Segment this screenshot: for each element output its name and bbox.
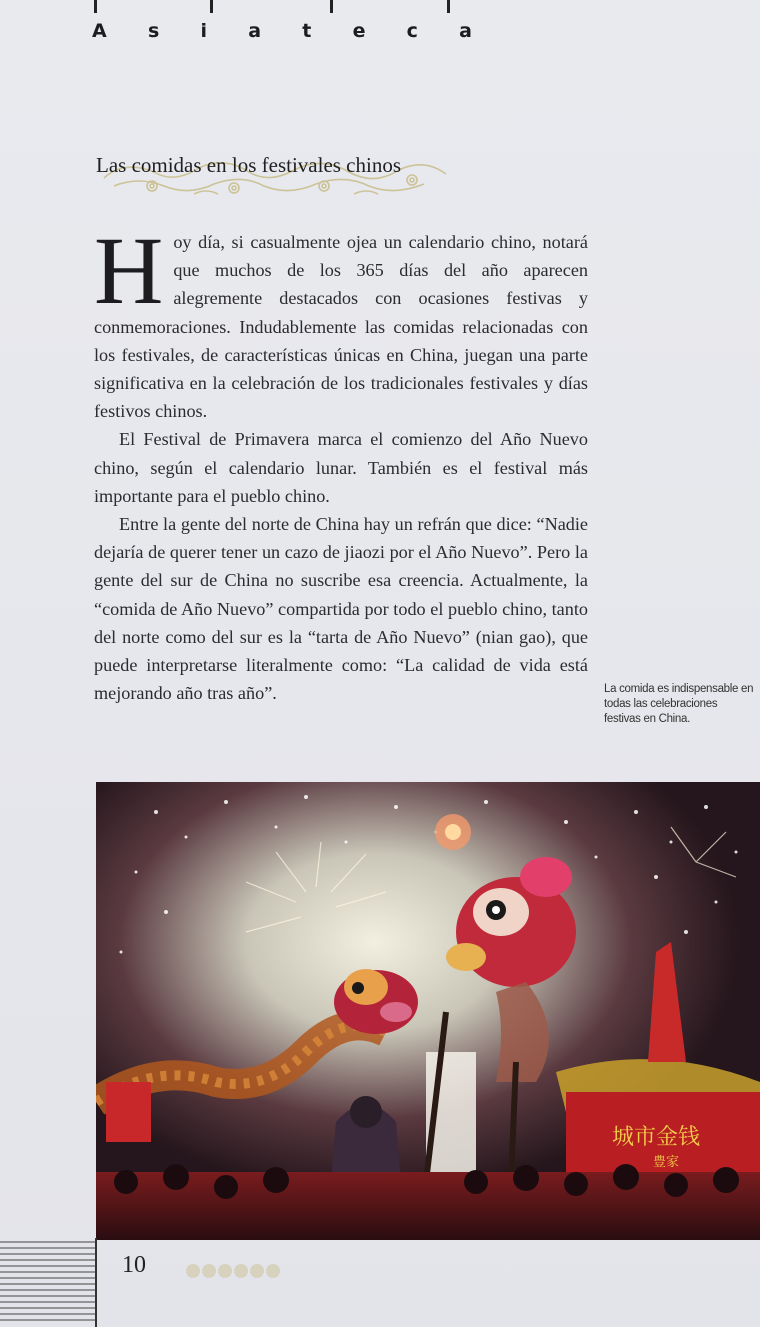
section-letter: t <box>302 20 312 42</box>
footer-divider <box>95 1238 97 1327</box>
article-title: Las comidas en los festivales chinos <box>96 153 402 177</box>
shop-sign-sub: 豊家 <box>652 1155 680 1170</box>
section-letter: a <box>248 20 262 42</box>
section-letter: c <box>406 20 418 42</box>
shop-sign: 城市金钱 <box>611 1125 701 1150</box>
paragraph-2: El Festival de Primavera marca el comienzo del Año Nuevo chino, según el calendario lunar. También es el festival más importante para el pueblo chino. <box>94 429 588 506</box>
section-letter: s <box>147 20 160 42</box>
photo-caption: La comida es indispensable en todas las celebraciones festivas en China. <box>604 683 754 725</box>
page-number: 10 <box>122 1252 146 1278</box>
dragon-dance-illustration <box>96 782 760 1240</box>
footer-rule-lines <box>0 1238 96 1327</box>
header-ticks <box>92 0 462 14</box>
article-body <box>94 217 588 707</box>
section-title <box>92 20 472 42</box>
section-letter: a <box>459 20 472 42</box>
paragraph-3: Entre la gente del norte de China hay un refrán que dice: “Nadie dejaría de querer tener un cazo de jiaozi por el Año Nuevo”. Pero la gente del sur de China no suscribe esa creencia. Actualmente, la “comida de Año Nuevo” compartida por todo el pueblo chino, tanto del norte como del sur es la “tarta de Año Nuevo” (nian gao), que puede interpretarse literalmente como: “La calidad de vida está mejorando año tras año”. <box>94 514 588 704</box>
section-letter: e <box>352 20 366 42</box>
paragraph-text: oy día, si casualmente ojea un calendario chino, notará que muchos de los 365 días del año aparecen alegremente destacados con ocasiones festivas y conmemoraciones. Indudablemente las comidas relacionadas con los festivales, de características únicas en China, juegan una parte significativa en la celebración de los tradicionales festivales y días festivos chinos. <box>94 232 588 422</box>
article-heading <box>94 150 474 200</box>
festival-photo <box>96 782 760 1240</box>
section-letter: i <box>200 20 207 42</box>
paragraph-1 <box>94 217 588 425</box>
section-letter: A <box>92 20 107 42</box>
decorative-dots <box>186 1264 280 1278</box>
drop-cap: H <box>94 217 164 324</box>
